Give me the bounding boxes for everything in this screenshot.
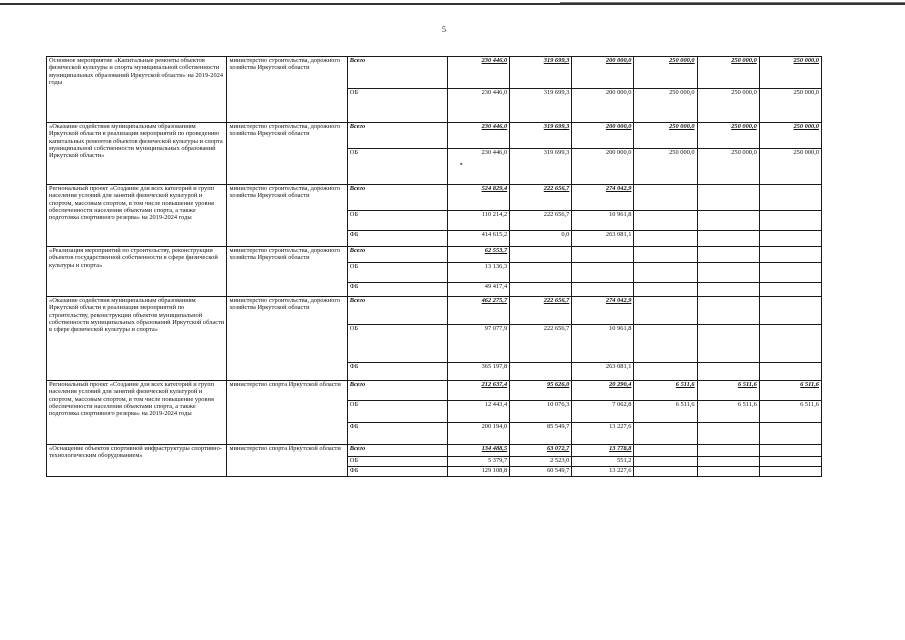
- amount-cell: 6 511,6: [697, 381, 759, 401]
- amount-cell: 13 227,6: [572, 467, 634, 477]
- amount-cell: 6 511,6: [697, 401, 759, 423]
- funding-source-cell: Всего: [347, 185, 447, 211]
- amount-cell: [572, 247, 634, 263]
- amount-cell: 250 000,0: [759, 57, 821, 89]
- event-name-cell: Основное мероприятие «Капитальные ремонты объектов физической культуры и спорта муниципальной собственности муниципальных образований Иркутской области» на 2019-2024 годы: [47, 57, 227, 123]
- amount-cell: 524 829,4: [448, 185, 510, 211]
- amount-cell: 200 000,0: [572, 57, 634, 89]
- amount-cell: [634, 263, 697, 283]
- amount-cell: 85 549,7: [510, 423, 572, 445]
- table-row: [47, 247, 822, 263]
- amount-cell: [697, 263, 759, 283]
- amount-cell: [634, 467, 697, 477]
- amount-cell: 212 637,4: [448, 381, 510, 401]
- amount-cell: [697, 231, 759, 247]
- amount-cell: [759, 283, 821, 297]
- amount-cell: 250 000,0: [697, 57, 759, 89]
- amount-cell: 319 699,3: [510, 123, 572, 149]
- table-row: [47, 185, 822, 211]
- executor-cell: министерство строительства, дорожного хозяйства Иркутской области: [227, 247, 347, 297]
- amount-cell: 97 077,9: [448, 325, 510, 363]
- amount-cell: [510, 363, 572, 381]
- amount-cell: [510, 263, 572, 283]
- amount-cell: 274 042,9: [572, 297, 634, 325]
- amount-cell: 13 778,8: [572, 445, 634, 457]
- budget-table-body: [47, 57, 822, 477]
- amount-cell: [572, 263, 634, 283]
- amount-cell: 5 379,7: [448, 457, 510, 467]
- amount-cell: [759, 325, 821, 363]
- table-row: [47, 445, 822, 457]
- table-row: [47, 381, 822, 401]
- scan-top-border: [0, 3, 905, 5]
- funding-source-cell: ОБ: [347, 89, 447, 123]
- amount-cell: 222 656,7: [510, 297, 572, 325]
- funding-source-cell: ФБ: [347, 423, 447, 445]
- amount-cell: 6 511,6: [634, 401, 697, 423]
- amount-cell: [634, 247, 697, 263]
- amount-cell: [634, 423, 697, 445]
- amount-cell: [697, 283, 759, 297]
- amount-cell: 230 446,0: [448, 89, 510, 123]
- amount-cell: [697, 457, 759, 467]
- amount-cell: 20 290,4: [572, 381, 634, 401]
- funding-source-cell: Всего: [347, 445, 447, 457]
- amount-cell: 230 446,0: [448, 123, 510, 149]
- amount-cell: 319 699,3: [510, 149, 572, 185]
- amount-cell: [697, 445, 759, 457]
- amount-cell: [697, 211, 759, 231]
- amount-cell: 414 615,2: [448, 231, 510, 247]
- executor-cell: министерство спорта Иркутской области: [227, 381, 347, 445]
- amount-cell: [634, 325, 697, 363]
- amount-cell: [634, 297, 697, 325]
- amount-cell: 10 961,8: [572, 211, 634, 231]
- funding-source-cell: ФБ: [347, 363, 447, 381]
- amount-cell: 250 000,0: [634, 57, 697, 89]
- amount-cell: 263 081,1: [572, 231, 634, 247]
- amount-cell: 95 626,0: [510, 381, 572, 401]
- amount-cell: 110 214,2: [448, 211, 510, 231]
- amount-cell: 551,2: [572, 457, 634, 467]
- amount-cell: [510, 247, 572, 263]
- funding-source-cell: ФБ: [347, 283, 447, 297]
- amount-cell: 250 000,0: [759, 123, 821, 149]
- amount-cell: [697, 185, 759, 211]
- amount-cell: [759, 263, 821, 283]
- funding-source-cell: Всего: [347, 381, 447, 401]
- event-name-cell: «Оснащение объектов спортивной инфраструктуры спортивно-технологическим оборудованием»: [47, 445, 227, 477]
- amount-cell: 13 136,3: [448, 263, 510, 283]
- amount-cell: 222 656,7: [510, 211, 572, 231]
- funding-source-cell: ОБ: [347, 457, 447, 467]
- amount-cell: 6 511,6: [759, 381, 821, 401]
- amount-cell: [759, 231, 821, 247]
- amount-cell: [759, 457, 821, 467]
- amount-cell: [697, 467, 759, 477]
- page-number: 5: [442, 25, 446, 34]
- amount-cell: 319 699,3: [510, 89, 572, 123]
- amount-cell: 13 227,6: [572, 423, 634, 445]
- amount-cell: 129 108,8: [448, 467, 510, 477]
- amount-cell: 62 553,7: [448, 247, 510, 263]
- event-name-cell: Региональный проект «Создание для всех категорий и групп населения условий для занятий физической культурой и спортом, массовым спортом, в том числе повышение уровня обеспеченности населения объектами спорта, а также подготовка спортивного резерва» на 2019-2024 годы: [47, 381, 227, 445]
- amount-cell: [634, 185, 697, 211]
- amount-cell: 222 656,7: [510, 185, 572, 211]
- amount-cell: 10 076,3: [510, 401, 572, 423]
- amount-cell: 263 081,1: [572, 363, 634, 381]
- amount-cell: [697, 423, 759, 445]
- funding-source-cell: ОБ: [347, 211, 447, 231]
- amount-cell: 250 000,0: [634, 149, 697, 185]
- event-name-cell: «Оказание содействия муниципальным образованиям Иркутской области в реализации мероприятий по проведению капитальных ремонтов объектов физической культуры и спорта муниципальной собственности муниципальных образований Иркутской области»: [47, 123, 227, 185]
- executor-cell: министерство строительства, дорожного хозяйства Иркутской области: [227, 123, 347, 185]
- executor-cell: министерство строительства, дорожного хозяйства Иркутской области: [227, 185, 347, 247]
- amount-cell: [634, 445, 697, 457]
- amount-cell: 250 000,0: [634, 89, 697, 123]
- executor-cell: министерство строительства, дорожного хозяйства Иркутской области: [227, 297, 347, 381]
- amount-cell: 6 511,6: [634, 381, 697, 401]
- amount-cell: [759, 211, 821, 231]
- funding-source-cell: Всего: [347, 247, 447, 263]
- amount-cell: 274 042,9: [572, 185, 634, 211]
- scan-speck: ▪: [460, 160, 463, 168]
- amount-cell: [697, 297, 759, 325]
- amount-cell: [759, 423, 821, 445]
- amount-cell: [759, 247, 821, 263]
- amount-cell: [634, 231, 697, 247]
- amount-cell: 250 000,0: [697, 89, 759, 123]
- amount-cell: [759, 363, 821, 381]
- funding-source-cell: ФБ: [347, 467, 447, 477]
- amount-cell: [634, 457, 697, 467]
- funding-source-cell: Всего: [347, 123, 447, 149]
- amount-cell: 60 549,7: [510, 467, 572, 477]
- table-row: [47, 123, 822, 149]
- amount-cell: 250 000,0: [759, 89, 821, 123]
- amount-cell: 200 000,0: [572, 89, 634, 123]
- amount-cell: 6 511,6: [759, 401, 821, 423]
- amount-cell: [759, 297, 821, 325]
- amount-cell: 365 197,8: [448, 363, 510, 381]
- amount-cell: 230 446,0: [448, 149, 510, 185]
- amount-cell: 134 488,5: [448, 445, 510, 457]
- amount-cell: [572, 283, 634, 297]
- amount-cell: [634, 211, 697, 231]
- amount-cell: 63 072,7: [510, 445, 572, 457]
- executor-cell: министерство спорта Иркутской области: [227, 445, 347, 477]
- amount-cell: [697, 363, 759, 381]
- event-name-cell: «Оказание содействия муниципальным образованиям Иркутской области в реализации мероприятий по строительству, реконструкции объектов муниципальной собственности муниципальных образований Иркутской области в сфере физической культуры и спорта»: [47, 297, 227, 381]
- executor-cell: министерство строительства, дорожного хозяйства Иркутской области: [227, 57, 347, 123]
- table-row: [47, 57, 822, 89]
- amount-cell: [697, 325, 759, 363]
- amount-cell: 0,0: [510, 231, 572, 247]
- funding-source-cell: Всего: [347, 297, 447, 325]
- amount-cell: 200 000,0: [572, 123, 634, 149]
- amount-cell: 200 194,0: [448, 423, 510, 445]
- amount-cell: [759, 445, 821, 457]
- event-name-cell: «Реализация мероприятий по строительству, реконструкции объектов государственной собственности в сфере физической культуры и спорта»: [47, 247, 227, 297]
- amount-cell: [759, 185, 821, 211]
- funding-source-cell: ОБ: [347, 149, 447, 185]
- funding-source-cell: ОБ: [347, 263, 447, 283]
- funding-source-cell: ФБ: [347, 231, 447, 247]
- amount-cell: 250 000,0: [634, 123, 697, 149]
- funding-source-cell: ОБ: [347, 325, 447, 363]
- amount-cell: 462 275,7: [448, 297, 510, 325]
- scan-top-border-secondary: [560, 2, 905, 3]
- amount-cell: 319 699,3: [510, 57, 572, 89]
- amount-cell: 12 443,4: [448, 401, 510, 423]
- amount-cell: 200 000,0: [572, 149, 634, 185]
- amount-cell: 222 656,7: [510, 325, 572, 363]
- amount-cell: 49 417,4: [448, 283, 510, 297]
- amount-cell: [510, 283, 572, 297]
- funding-source-cell: Всего: [347, 57, 447, 89]
- amount-cell: 2 523,0: [510, 457, 572, 467]
- amount-cell: [634, 283, 697, 297]
- amount-cell: [759, 467, 821, 477]
- budget-table: [46, 56, 822, 477]
- table-row: [47, 297, 822, 325]
- funding-source-cell: ОБ: [347, 401, 447, 423]
- amount-cell: 10 961,8: [572, 325, 634, 363]
- amount-cell: 230 446,0: [448, 57, 510, 89]
- amount-cell: 250 000,0: [697, 149, 759, 185]
- amount-cell: [697, 247, 759, 263]
- amount-cell: [634, 363, 697, 381]
- event-name-cell: Региональный проект «Создание для всех категорий и групп населения условий для занятий физической культурой и спортом, массовым спортом, в том числе повышение уровня обеспеченности населения объектами спорта, а также подготовка спортивного резерва» на 2019-2024 годы: [47, 185, 227, 247]
- amount-cell: 7 062,8: [572, 401, 634, 423]
- amount-cell: 250 000,0: [759, 149, 821, 185]
- amount-cell: 250 000,0: [697, 123, 759, 149]
